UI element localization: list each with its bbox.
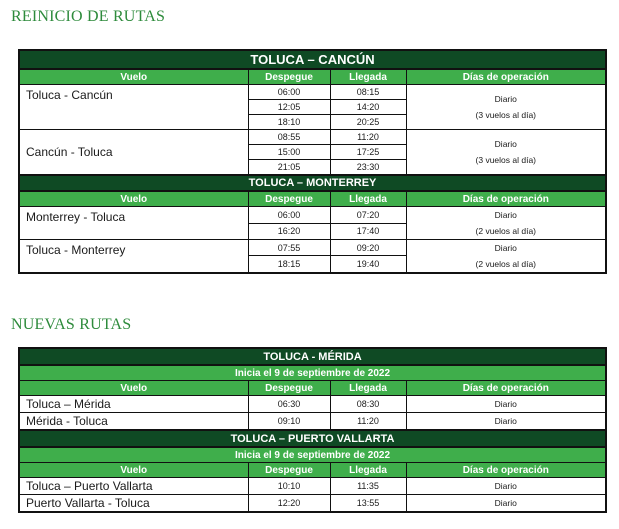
route-title-toluca-merida: TOLUCA - MÉRIDA bbox=[19, 348, 606, 365]
table-row bbox=[19, 478, 606, 495]
col-header-days: Días de operación bbox=[406, 191, 606, 207]
table-row bbox=[19, 207, 606, 224]
table-row bbox=[19, 495, 606, 513]
table-row bbox=[19, 240, 606, 256]
operation-days bbox=[406, 85, 606, 130]
arrival-time: 11:20 bbox=[330, 130, 406, 145]
departure-time: 21:05 bbox=[248, 160, 330, 176]
start-date-label: Inicia el 9 de septiembre de 2022 bbox=[19, 365, 606, 381]
departure-time: 18:15 bbox=[248, 256, 330, 273]
days-label: Diario bbox=[494, 94, 517, 104]
flights-per-day: (3 vuelos al día) bbox=[475, 110, 537, 120]
operation-days: Diario bbox=[406, 396, 606, 413]
flight-name: Monterrey - Toluca bbox=[19, 207, 248, 240]
departure-time: 08:55 bbox=[248, 130, 330, 145]
table-row bbox=[19, 413, 606, 431]
arrival-time: 08:30 bbox=[330, 396, 406, 413]
flights-per-day: (2 vuelos al día) bbox=[475, 226, 537, 236]
col-header-arrival: Llegada bbox=[330, 463, 406, 478]
arrival-time: 17:25 bbox=[330, 145, 406, 160]
col-header-arrival: Llegada bbox=[330, 191, 406, 207]
col-header-days: Días de operación bbox=[406, 463, 606, 478]
route-header-row bbox=[19, 430, 606, 447]
departure-time: 16:20 bbox=[248, 223, 330, 240]
start-date-row bbox=[19, 365, 606, 381]
route-title-toluca-cancun: TOLUCA – CANCÚN bbox=[19, 50, 606, 69]
departure-time: 07:55 bbox=[248, 240, 330, 256]
column-header-row bbox=[19, 69, 606, 85]
col-header-arrival: Llegada bbox=[330, 381, 406, 396]
col-header-flight: Vuelo bbox=[19, 381, 248, 396]
arrival-time: 07:20 bbox=[330, 207, 406, 224]
start-date-label: Inicia el 9 de septiembre de 2022 bbox=[19, 447, 606, 463]
arrival-time: 11:20 bbox=[330, 413, 406, 431]
arrival-time: 13:55 bbox=[330, 495, 406, 513]
operation-days: Diario bbox=[406, 478, 606, 495]
col-header-flight: Vuelo bbox=[19, 69, 248, 85]
arrival-time: 14:20 bbox=[330, 100, 406, 115]
days-label: Diario bbox=[494, 243, 517, 253]
route-title-toluca-monterrey: TOLUCA – MONTERREY bbox=[19, 175, 606, 191]
days-label: Diario bbox=[494, 210, 517, 220]
route-header-row bbox=[19, 50, 606, 69]
arrival-time: 20:25 bbox=[330, 115, 406, 130]
table-row bbox=[19, 85, 606, 100]
departure-time: 10:10 bbox=[248, 478, 330, 495]
column-header-row bbox=[19, 463, 606, 478]
col-header-flight: Vuelo bbox=[19, 463, 248, 478]
start-date-row bbox=[19, 447, 606, 463]
reinicio-routes-table bbox=[18, 49, 607, 274]
flight-name: Toluca – Puerto Vallarta bbox=[19, 478, 248, 495]
nuevas-routes-table bbox=[18, 347, 607, 513]
operation-days bbox=[406, 130, 606, 176]
col-header-departure: Despegue bbox=[248, 69, 330, 85]
flight-name: Toluca - Monterrey bbox=[19, 240, 248, 274]
operation-days bbox=[406, 240, 606, 274]
flights-per-day: (3 vuelos al día) bbox=[475, 155, 537, 165]
departure-time: 09:10 bbox=[248, 413, 330, 431]
table-row bbox=[19, 396, 606, 413]
flight-name: Cancún - Toluca bbox=[19, 130, 248, 176]
departure-time: 12:05 bbox=[248, 100, 330, 115]
operation-days bbox=[406, 207, 606, 240]
column-header-row bbox=[19, 191, 606, 207]
route-header-row bbox=[19, 348, 606, 365]
col-header-departure: Despegue bbox=[248, 381, 330, 396]
flight-name: Mérida - Toluca bbox=[19, 413, 248, 431]
departure-time: 06:00 bbox=[248, 85, 330, 100]
operation-days: Diario bbox=[406, 495, 606, 513]
departure-time: 15:00 bbox=[248, 145, 330, 160]
section-title-nuevas: NUEVAS RUTAS bbox=[11, 316, 132, 333]
flight-name: Toluca - Cancún bbox=[19, 85, 248, 130]
flight-name: Puerto Vallarta - Toluca bbox=[19, 495, 248, 513]
departure-time: 18:10 bbox=[248, 115, 330, 130]
arrival-time: 17:40 bbox=[330, 223, 406, 240]
flights-per-day: (2 vuelos al día) bbox=[475, 259, 537, 269]
col-header-departure: Despegue bbox=[248, 191, 330, 207]
route-header-row bbox=[19, 175, 606, 191]
arrival-time: 08:15 bbox=[330, 85, 406, 100]
days-label: Diario bbox=[494, 139, 517, 149]
section-title-reinicio: REINICIO DE RUTAS bbox=[11, 8, 166, 25]
arrival-time: 09:20 bbox=[330, 240, 406, 256]
departure-time: 06:00 bbox=[248, 207, 330, 224]
column-header-row bbox=[19, 381, 606, 396]
operation-days: Diario bbox=[406, 413, 606, 431]
col-header-days: Días de operación bbox=[406, 381, 606, 396]
col-header-flight: Vuelo bbox=[19, 191, 248, 207]
departure-time: 12:20 bbox=[248, 495, 330, 513]
arrival-time: 11:35 bbox=[330, 478, 406, 495]
col-header-days: Días de operación bbox=[406, 69, 606, 85]
col-header-departure: Despegue bbox=[248, 463, 330, 478]
col-header-arrival: Llegada bbox=[330, 69, 406, 85]
arrival-time: 23:30 bbox=[330, 160, 406, 176]
table-row bbox=[19, 130, 606, 145]
route-title-toluca-puerto-vallarta: TOLUCA – PUERTO VALLARTA bbox=[19, 430, 606, 447]
arrival-time: 19:40 bbox=[330, 256, 406, 273]
departure-time: 06:30 bbox=[248, 396, 330, 413]
flight-name: Toluca – Mérida bbox=[19, 396, 248, 413]
